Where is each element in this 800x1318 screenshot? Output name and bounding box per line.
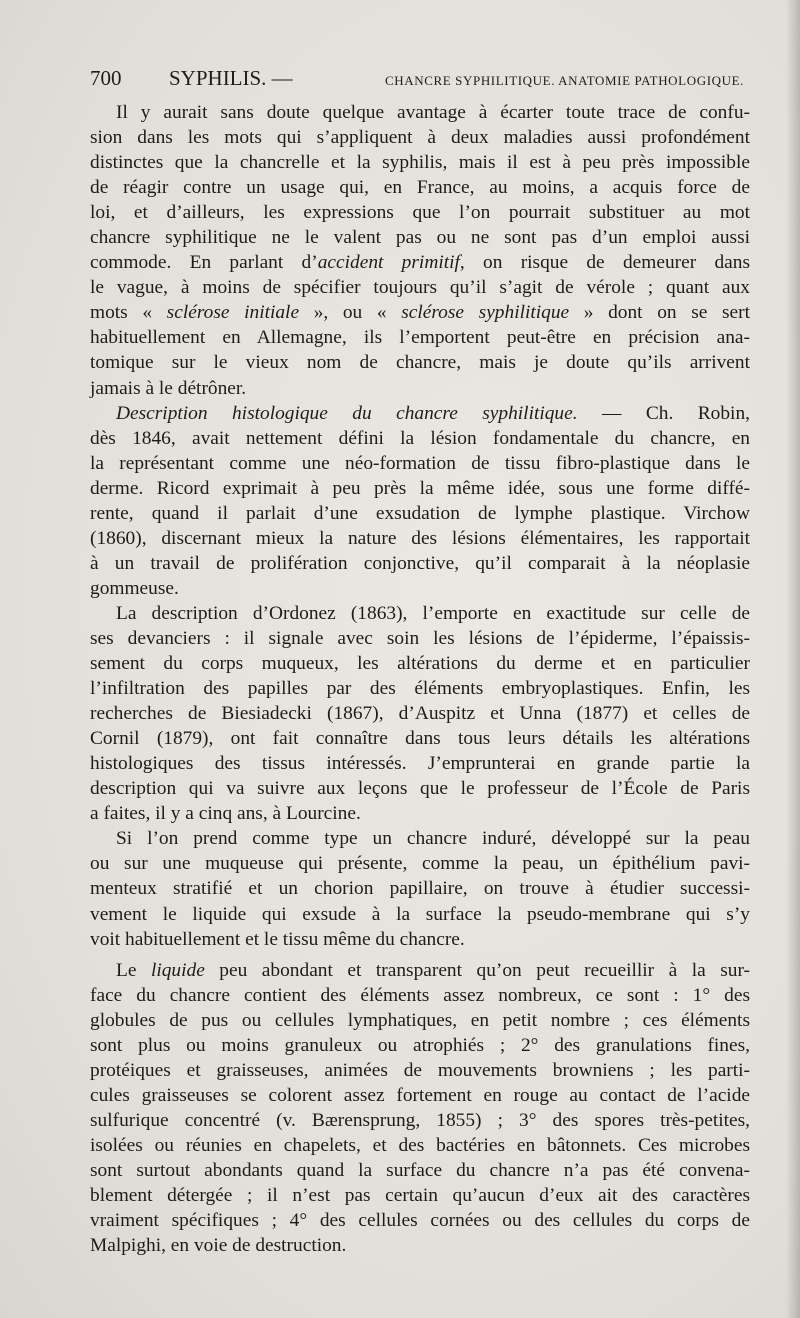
text-line: sement du corps muqueux, les altérations du derme et en particulier xyxy=(90,653,750,675)
text-line: ses devanciers : il signale avec soin les lésions de l’épiderme, l’épaissis- xyxy=(90,627,750,649)
text-line: a faites, il y a cinq ans, à Lourcine. xyxy=(90,803,361,825)
text-line: voit habituellement et le tissu même du chancre. xyxy=(90,928,465,950)
text-line: derme. Ricord exprimait à peu près la même idée, sous une forme diffé- xyxy=(90,477,750,499)
text-line: jamais à le détrôner. xyxy=(90,377,247,399)
page-number: 700 xyxy=(90,66,122,90)
text-line: blement détergée ; il n’est pas certain qu’aucun d’eux ait des caractères xyxy=(90,1185,750,1207)
text-line: histologiques des tissus intéressés. J’emprunterai en grande partie la xyxy=(90,753,750,775)
text-line: Description histologique du chancre syphilitique. — Ch. Robin, xyxy=(116,402,750,424)
text-line: recherches de Biesiadecki (1867), d’Auspitz et Unna (1877) et celles de xyxy=(90,703,750,725)
text-line: sion dans les mots qui s’appliquent à deux maladies aussi profondément xyxy=(90,127,750,149)
text-line: cules graisseuses se colorent assez fortement en rouge au contact de l’acide xyxy=(90,1084,750,1106)
running-header xyxy=(90,66,750,96)
text-line: globules de pus ou cellules lymphatiques, en petit nombre ; ces éléments xyxy=(90,1009,750,1031)
text-line: rente, quand il parlait d’une exsudation de lymphe plastique. Virchow xyxy=(90,502,750,524)
text-line: chancre syphilitique ne le valent pas ou ne sont pas d’un emploi aussi xyxy=(90,227,750,249)
text-line: commode. En parlant d’accident primitif, on risque de demeurer dans xyxy=(90,252,750,274)
text-line: de réagir contre un usage qui, en France, au moins, a acquis force de xyxy=(90,177,750,199)
page-edge-shadow xyxy=(786,0,800,1318)
text-line: tomique sur le vieux nom de chancre, mais je doute qu’ils arrivent xyxy=(90,352,750,374)
text-line: Le liquide peu abondant et transparent qu’on peut recueillir à la sur- xyxy=(116,959,750,981)
text-line: face du chancre contient des éléments assez nombreux, ce sont : 1° des xyxy=(90,984,750,1006)
text-line: la représentant comme une néo-formation de tissu fibro-plastique dans le xyxy=(90,452,750,474)
text-line: Malpighi, en voie de destruction. xyxy=(90,1235,347,1257)
text-line: description qui va suivre aux leçons que le professeur de l’École de Paris xyxy=(90,778,750,800)
running-title: SYPHILIS. — xyxy=(169,66,293,90)
text-line: protéiques et graisseuses, animées de mouvements browniens ; les parti- xyxy=(90,1059,750,1081)
text-line: distinctes que la chancrelle et la syphilis, mais il est à peu près impossible xyxy=(90,152,750,174)
text-line: Cornil (1879), ont fait connaître dans tous leurs détails les altérations xyxy=(90,728,750,750)
running-subtitle: CHANCRE SYPHILITIQUE. ANATOMIE PATHOLOGIQUE. xyxy=(385,73,744,88)
body-text xyxy=(90,100,750,1258)
text-line: mots « sclérose initiale », ou « sclérose syphilitique » dont on se sert xyxy=(90,302,750,324)
text-line: menteux stratifié et un chorion papillaire, on trouve à étudier successi- xyxy=(90,878,750,900)
text-line: le vague, à moins de spécifier toujours qu’il s’agit de vérole ; quant aux xyxy=(90,277,750,299)
text-line: l’infiltration des papilles par des éléments embryoplastiques. Enfin, les xyxy=(90,678,750,700)
text-line: vraiment spécifiques ; 4° des cellules cornées ou des cellules du corps de xyxy=(90,1210,750,1232)
text-line: sulfurique concentré (v. Bærensprung, 1855) ; 3° des spores très-petites, xyxy=(90,1109,750,1131)
text-line: vement le liquide qui exsude à la surface la pseudo-membrane qui s’y xyxy=(90,903,750,925)
text-line: dès 1846, avait nettement défini la lésion fondamentale du chancre, en xyxy=(90,427,750,449)
text-line: Il y aurait sans doute quelque avantage à écarter toute trace de confu- xyxy=(116,102,750,123)
text-line: sont surtout abondants quand la surface du chancre n’a pas été convena- xyxy=(90,1159,750,1181)
text-line: La description d’Ordonez (1863), l’emporte en exactitude sur celle de xyxy=(116,602,750,624)
text-line: (1860), discernant mieux la nature des lésions élémentaires, les rapportait xyxy=(90,527,750,549)
text-line: Si l’on prend comme type un chancre induré, développé sur la peau xyxy=(116,828,750,850)
text-line: à un travail de prolifération conjonctive, qu’il comparait à la néoplasie xyxy=(90,552,750,574)
text-line: habituellement en Allemagne, ils l’emportent peut-être en précision ana- xyxy=(90,327,750,349)
text-line: sont plus ou moins granuleux ou atrophiés ; 2° des granulations fines, xyxy=(90,1034,750,1056)
text-line: gommeuse. xyxy=(90,577,179,599)
text-line: loi, et d’ailleurs, les expressions que l’on pourrait substituer au mot xyxy=(90,202,750,224)
text-line: isolées ou réunies en chapelets, et des bactéries en bâtonnets. Ces microbes xyxy=(90,1134,750,1156)
text-line: ou sur une muqueuse qui présente, comme la peau, un épithélium pavi- xyxy=(90,853,750,875)
